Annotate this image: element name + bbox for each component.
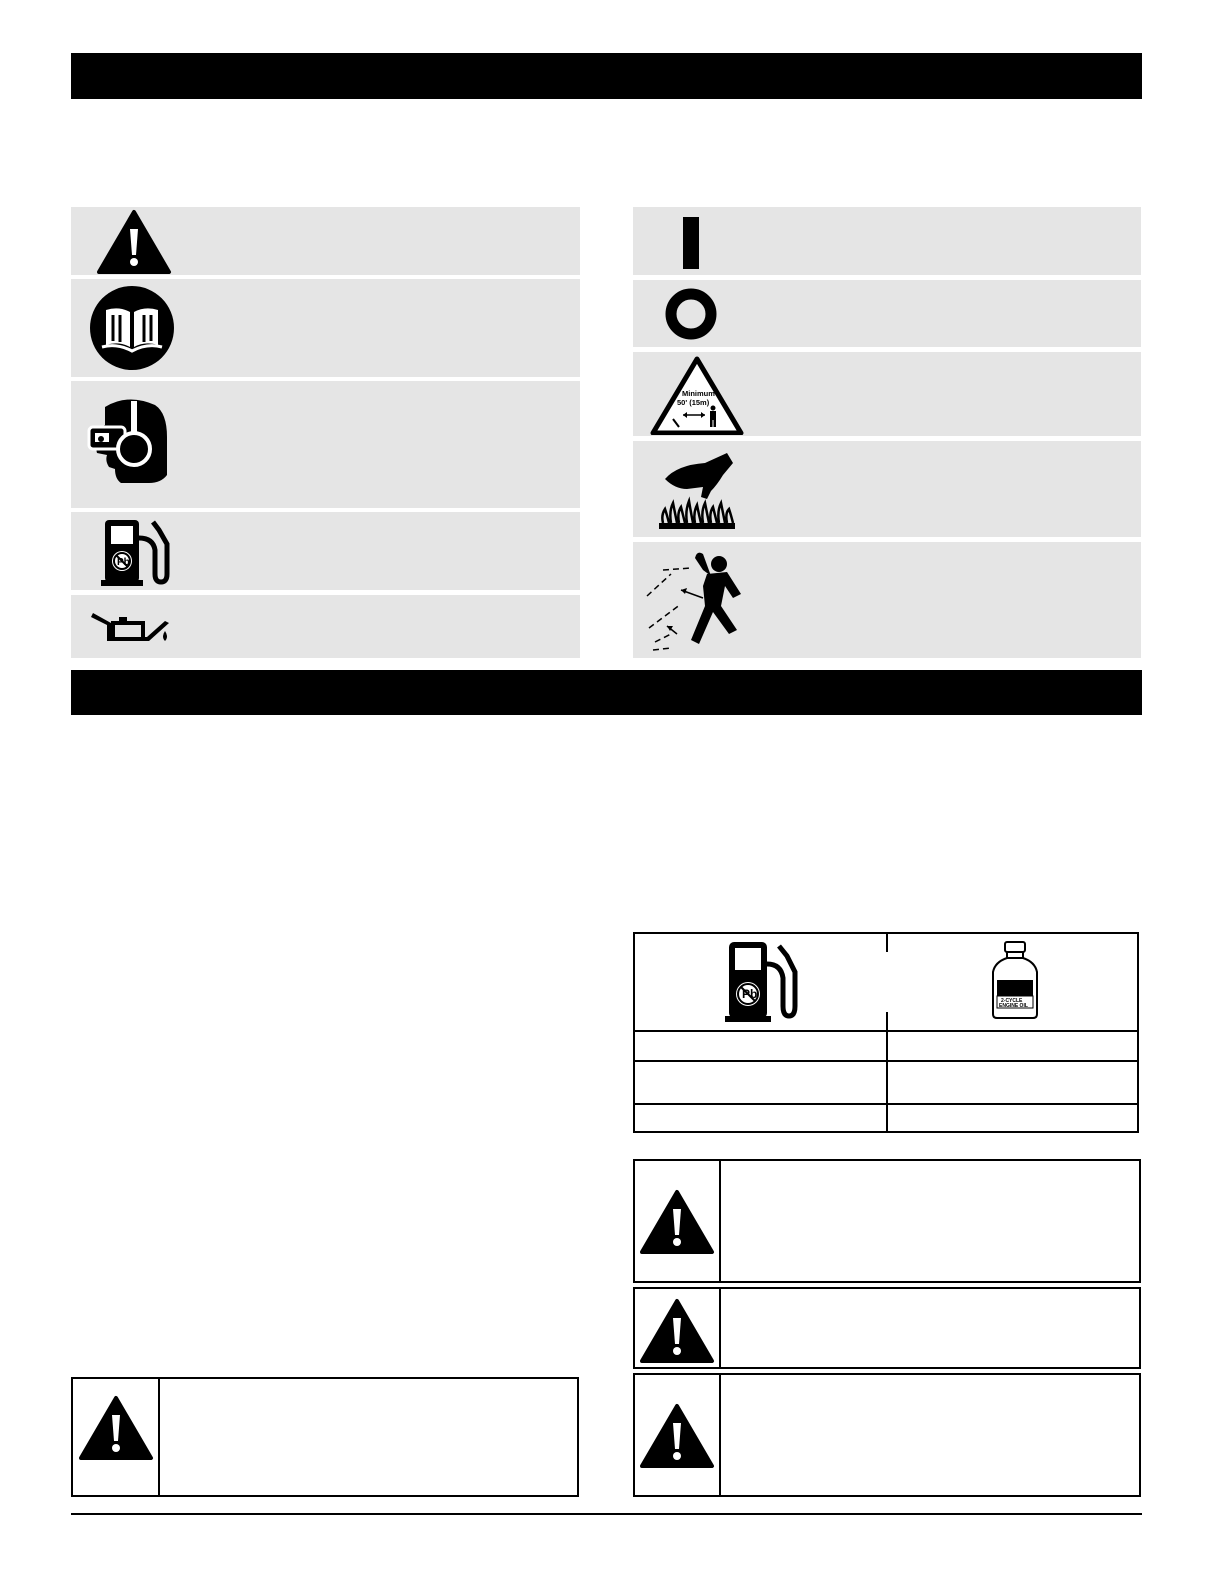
warning-box bbox=[633, 1287, 1141, 1369]
symbol-row-eye-ear-protection bbox=[71, 381, 580, 508]
svg-text:Pb: Pb bbox=[742, 987, 758, 1001]
unleaded-fuel-icon bbox=[101, 516, 171, 588]
warning-box-divider bbox=[719, 1161, 721, 1281]
symbol-row-safety-alert bbox=[71, 207, 580, 275]
warning-box-divider bbox=[719, 1289, 721, 1367]
keep-bystanders-away-icon bbox=[649, 355, 745, 435]
table-column-divider-top bbox=[886, 934, 888, 952]
symbol-row-thrown-objects bbox=[633, 542, 1141, 658]
warning-triangle-icon bbox=[639, 1298, 715, 1364]
symbol-row-read-manual bbox=[71, 279, 580, 377]
symbol-row-off-switch bbox=[633, 280, 1141, 347]
safety-alert-icon bbox=[96, 209, 172, 275]
thrown-objects-icon bbox=[641, 544, 751, 656]
svg-text:Minimum: Minimum bbox=[682, 389, 715, 398]
symbol-row-on-switch bbox=[633, 207, 1141, 275]
warning-triangle-icon bbox=[639, 1403, 715, 1469]
warning-box-divider bbox=[719, 1375, 721, 1495]
svg-text:ENGINE OIL: ENGINE OIL bbox=[999, 1003, 1028, 1009]
hot-surface-icon bbox=[657, 451, 737, 531]
warning-box-divider bbox=[158, 1379, 160, 1495]
read-manual-icon bbox=[89, 285, 175, 371]
symbol-row-unleaded-fuel bbox=[71, 512, 580, 590]
symbol-row-hot-surface bbox=[633, 441, 1141, 537]
symbol-row-keep-bystanders-away bbox=[633, 352, 1141, 436]
eye-ear-protection-icon bbox=[83, 397, 173, 487]
two-cycle-oil-bottle-icon bbox=[985, 940, 1045, 1020]
warning-box bbox=[633, 1373, 1141, 1497]
symbol-row-engine-oil bbox=[71, 595, 580, 658]
fuel-mix-table bbox=[633, 932, 1139, 1133]
off-switch-icon bbox=[663, 286, 719, 342]
section-header-bar-top bbox=[71, 53, 1142, 99]
svg-text:Pb: Pb bbox=[117, 557, 130, 568]
warning-triangle-icon bbox=[78, 1395, 154, 1461]
on-switch-icon bbox=[683, 217, 699, 269]
warning-box bbox=[71, 1377, 579, 1497]
warning-triangle-icon bbox=[639, 1189, 715, 1255]
warning-box bbox=[633, 1159, 1141, 1283]
unleaded-fuel-icon bbox=[723, 938, 799, 1024]
svg-text:2-CYCLE: 2-CYCLE bbox=[1001, 998, 1023, 1004]
table-row-divider bbox=[635, 1060, 1137, 1062]
engine-oil-icon bbox=[89, 607, 173, 647]
table-row-divider bbox=[635, 1030, 1137, 1032]
section-header-bar-middle bbox=[71, 670, 1142, 715]
table-row-divider bbox=[635, 1103, 1137, 1105]
svg-text:50' (15m): 50' (15m) bbox=[677, 398, 710, 407]
footer-rule bbox=[71, 1513, 1142, 1515]
